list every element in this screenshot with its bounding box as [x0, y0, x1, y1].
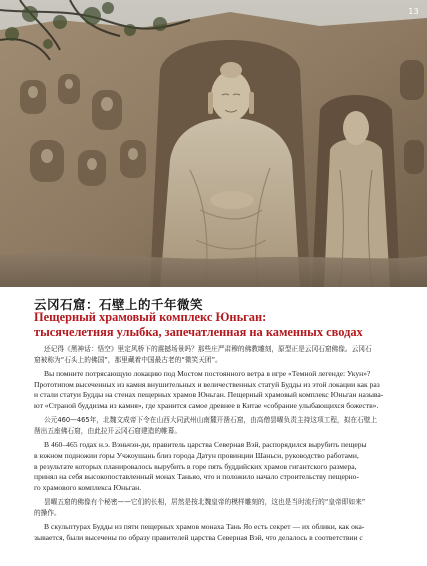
paragraph-line: принял на себя высокопоставленный монах Таньяо, что и положило начало строительству пещерно-	[34, 472, 360, 482]
paragraph-ru	[34, 522, 400, 543]
title-russian-line-1: Пещерный храмовый комплекс Юньган:	[34, 310, 267, 324]
title-chinese: 云冈石窟：石壁上的千年微笑	[34, 297, 204, 312]
paragraph-line: 还记得《黑神话：悟空》里定风桥下的震撼场景吗？那些庄严肃穆的佛教雕刻，原型正是云冈石窟佛像。云冈石	[44, 345, 372, 353]
title-russian-line-2: тысячелетняя улыбка, запечатленная на каменных сводах	[34, 325, 363, 339]
article	[0, 287, 427, 566]
paragraph-line: зывается, были высечены по образу правителей царства Северная Вэй, что делалось в соответствии с	[34, 532, 363, 542]
paragraph-line: в результате которых планировалось вырубить в горе пять буддийских храмов гигантского размера,	[34, 461, 357, 471]
paragraph-line: 公元460—465年，北魏文成帝下令在山西大同武州山南麓开凿石窟，由高僧昙曜负责主持这项工程，拟在石壁上	[44, 416, 378, 425]
paragraph-line: 的操作。	[34, 509, 61, 517]
paragraph-line: 昙曜五窟的佛像有个秘密——它们的长相，居然是按北魏皇帝的模样雕刻的，这也是当时流行的“皇帝即如来”	[44, 498, 366, 507]
paragraph-cn	[34, 415, 400, 436]
paragraph-ru	[34, 369, 400, 412]
paragraph-line: В 460–465 годах н.э. Вэньчэн-ди, правитель царства Северная Вэй, распорядился вырубить пещеры	[44, 440, 367, 450]
main-buddha-statue	[150, 40, 310, 287]
paragraph-line: Вы помните потрясающую локацию под Мостом постоянного ветра в игре «Темной легенде: Укун»?	[44, 368, 371, 378]
paragraph-line: В скульптурах Будды из пяти пещерных храмов монаха Тань Яо есть секрет — их облики, как ока-	[44, 522, 365, 532]
paragraph-cn	[34, 344, 400, 365]
paragraph-line: 窟被称为“石头上的佛国”，那里藏着中国最古老的“微笑天团”。	[34, 355, 222, 364]
page-number: 13	[408, 7, 419, 16]
paragraph-ru	[34, 440, 400, 493]
paragraph-line: ют «Страной буддизма из камня», где хранится самое древнее в Китае «собрание улыбающихся божеств».	[34, 401, 379, 411]
paragraph-line: в южном подножии горы Учжоушань близ города Датун провинции Шаньси, руководство работами,	[34, 450, 359, 460]
paragraph-line: 凿出五座佛石窟，由此拉开云冈石窟建造的帷幕。	[34, 427, 182, 435]
paragraph-cn	[34, 497, 400, 518]
paragraph-line: Прототипом высеченных из камня внушительных и величественных статуй Будды из этой локации как раз	[34, 379, 380, 389]
article-body	[34, 344, 400, 547]
paragraph-line: го храмового комплекса Юньган.	[34, 483, 142, 493]
paragraph-line: и стали статуи Будды на стенах пещерных храмов Юньган. Пещерный храмовый комплекс Юньган называ-	[34, 390, 384, 400]
